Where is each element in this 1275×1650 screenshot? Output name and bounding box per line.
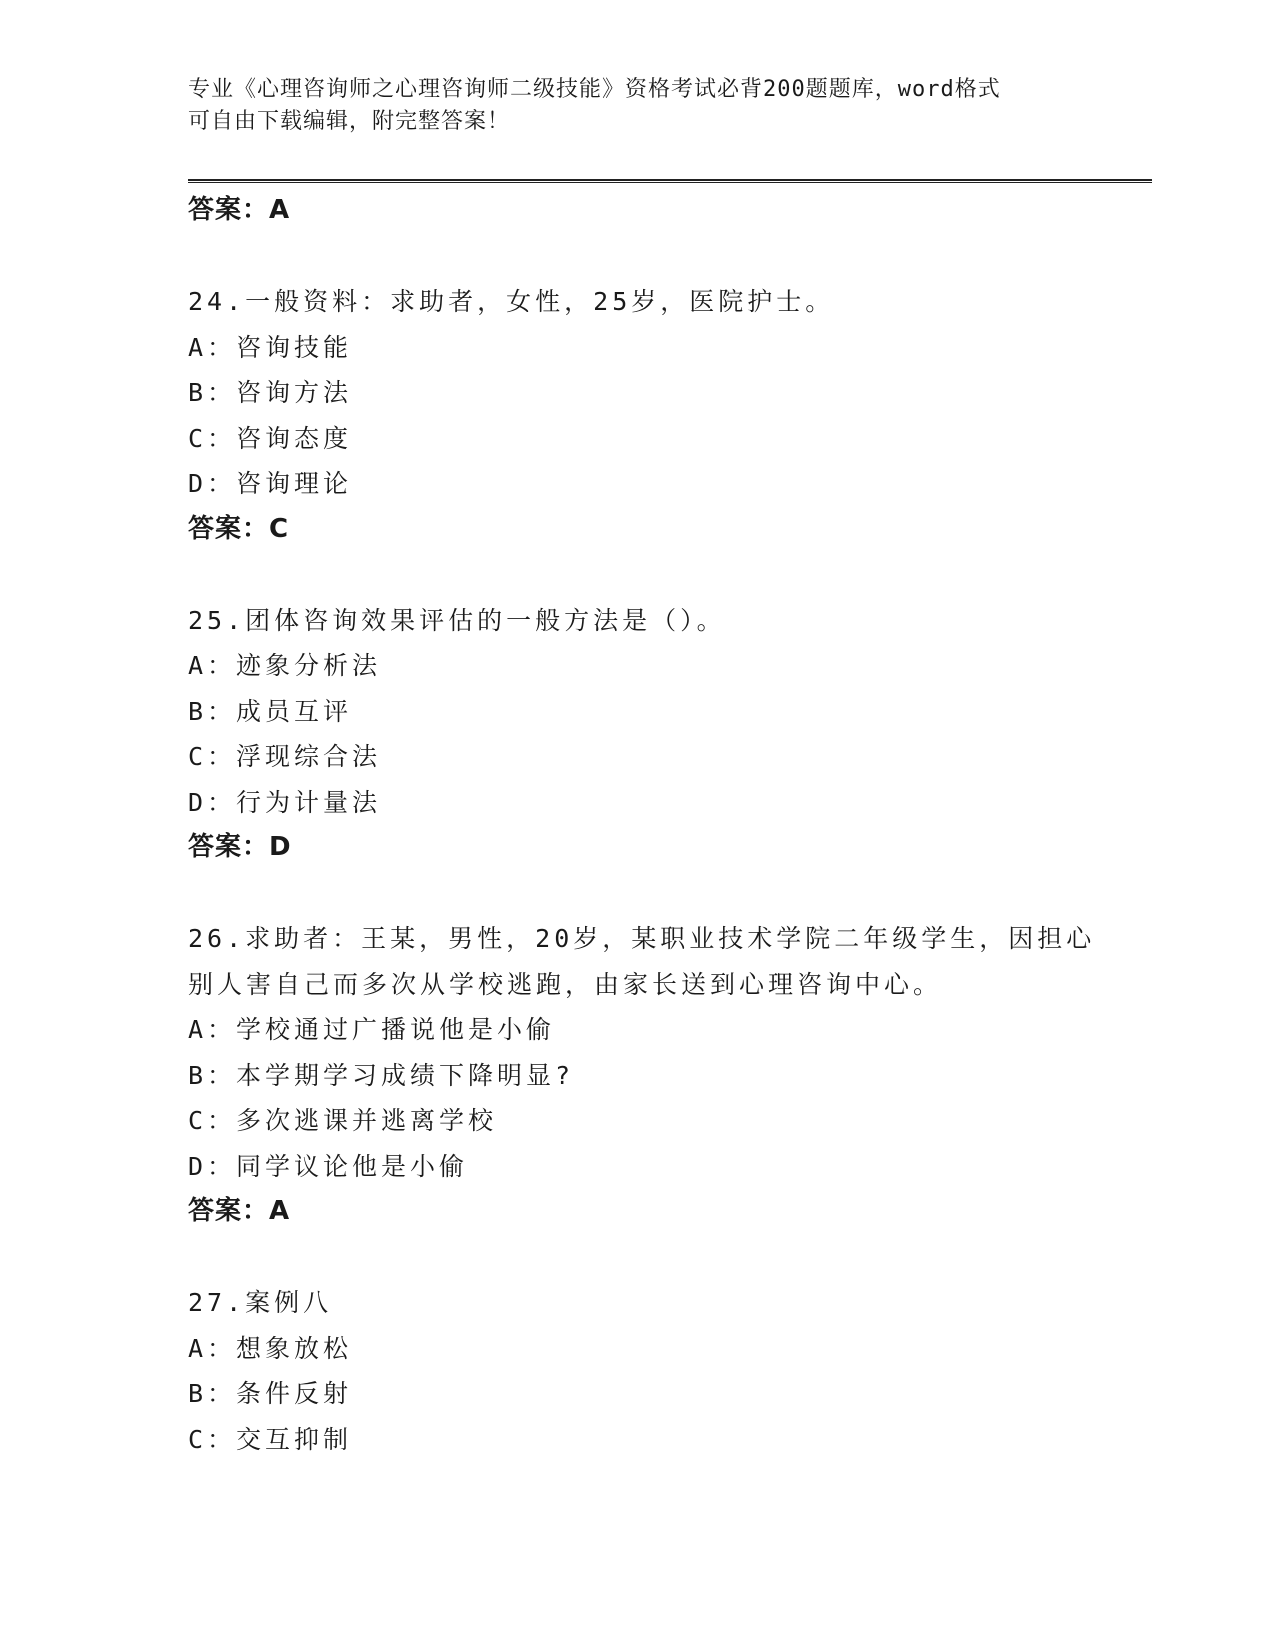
- spacer: [188, 871, 1088, 917]
- question-stem: 24.一般资料：求助者，女性，25岁，医院护士。: [188, 287, 835, 316]
- spacer: [188, 1235, 1088, 1281]
- option-c: C：咨询态度: [188, 423, 353, 453]
- spacer: [188, 552, 1088, 598]
- option-b: B：本学期学习成绩下降明显?: [188, 1060, 575, 1090]
- option-d: D：行为计量法: [188, 787, 382, 817]
- question-stem: 25.团体咨询效果评估的一般方法是（）。: [188, 605, 726, 635]
- spacer: [188, 234, 1088, 280]
- header-line-2: 可自由下载编辑，附完整答案！: [188, 109, 511, 134]
- option-c: C：浮现综合法: [188, 742, 382, 771]
- option-b: B：咨询方法: [188, 378, 353, 407]
- option-a: A：学校通过广播说他是小偷: [188, 1015, 556, 1044]
- question-stem-continued: 别人害自己而多次从学校逃跑，由家长送到心理咨询中心。: [188, 969, 943, 999]
- option-d: D：同学议论他是小偷: [188, 1151, 469, 1181]
- answer-line: 答案：C: [188, 513, 290, 544]
- question-stem: 27.案例八: [188, 1288, 333, 1317]
- header-line-1: 专业《心理咨询师之心理咨询师二级技能》资格考试必背200题题库，word格式: [188, 77, 1001, 102]
- question-stem: 26.求助者：王某，男性，20岁，某职业技术学院二年级学生，因担心: [188, 924, 1096, 953]
- option-c: C：多次逃课并逃离学校: [188, 1106, 498, 1135]
- option-d: D：咨询理论: [188, 469, 353, 498]
- header-divider: [188, 179, 1152, 183]
- option-a: A：咨询技能: [188, 332, 353, 362]
- answer-line: 答案：D: [188, 832, 292, 862]
- answer-line: 答案：A: [188, 195, 291, 225]
- question-list: [188, 188, 1096, 1462]
- question-26: [188, 916, 1096, 1235]
- question-25: [188, 598, 1088, 871]
- document-header: [188, 74, 1088, 138]
- answer-line: 答案：A: [188, 1196, 291, 1226]
- option-a: A：想象放松: [188, 1333, 353, 1363]
- question-27: [188, 1280, 1088, 1462]
- option-a: A：迹象分析法: [188, 651, 382, 680]
- option-b: B：条件反射: [188, 1379, 353, 1408]
- question-24: [188, 279, 1088, 552]
- option-b: B：成员互评: [188, 696, 353, 726]
- option-c: C：交互抑制: [188, 1424, 353, 1454]
